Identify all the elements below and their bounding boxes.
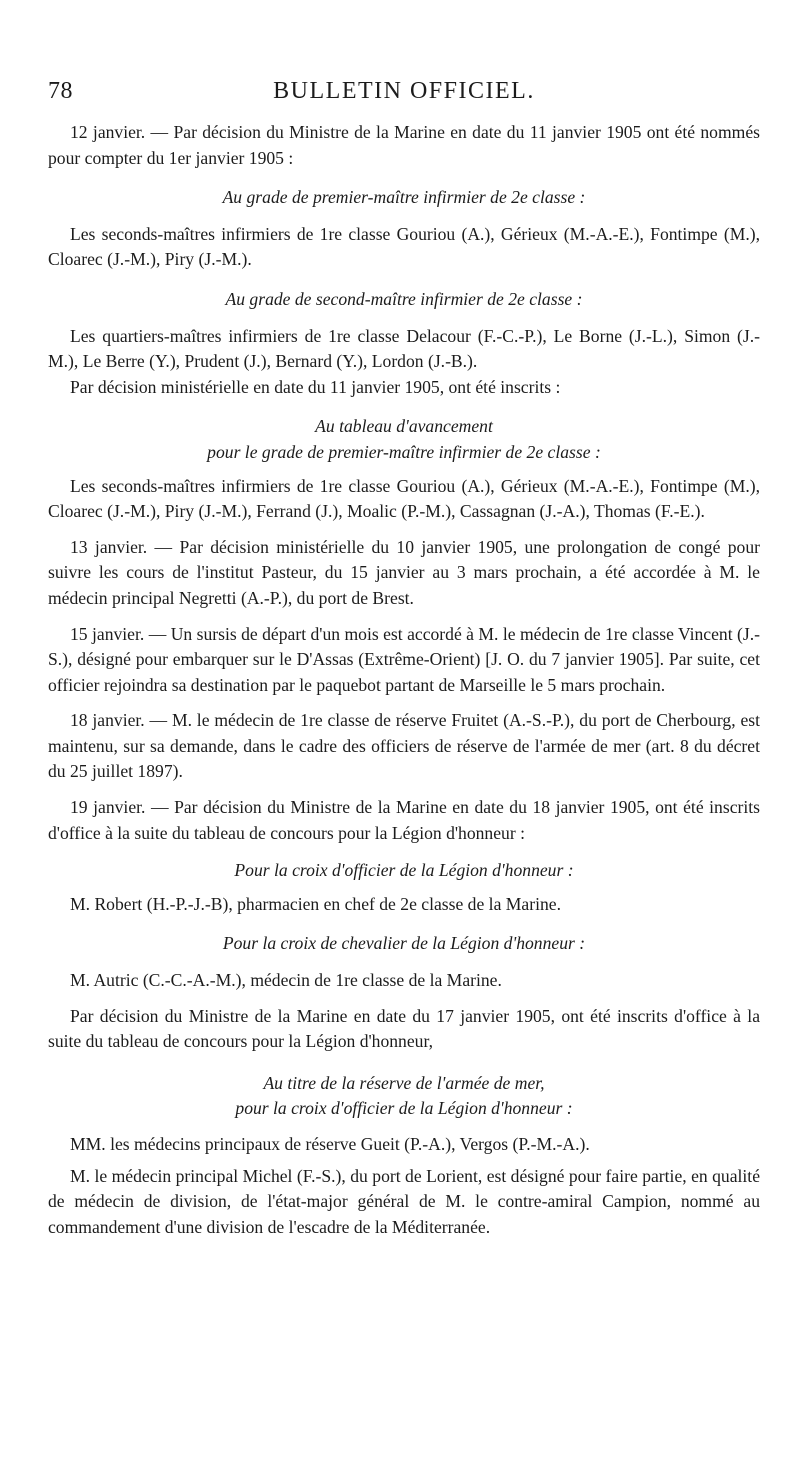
paragraph-decision-17-janvier: Par décision du Ministre de la Marine en date du 17 janvier 1905, ont été inscrits d'office à la suite du tableau de concours pour la Légion d'honneur,: [48, 1005, 760, 1052]
paragraph-12-janvier: 12 janvier. — Par décision du Ministre de la Marine en date du 11 janvier 1905 ont été nommés pour compter du 1er janvier 1905 :: [48, 122, 760, 168]
heading-reserve-armee: Au titre de la réserve de l'armée de mer,: [263, 1072, 545, 1093]
heading-premier-maitre: Au grade de premier-maître infirmier de 2e classe :: [222, 187, 586, 208]
paragraph-19-janvier: 19 janvier. — Par décision du Ministre de la Marine en date du 18 janvier 1905, ont été inscrits d'office à la suite du tableau de concours pour la Légion d'honneur :: [48, 797, 760, 843]
heading-croix-officier: Pour la croix d'officier de la Légion d'honneur :: [234, 860, 574, 881]
document-page: [48, 78, 760, 1240]
heading-croix-officier-reserve: pour la croix d'officier de la Légion d'honneur :: [235, 1098, 573, 1119]
running-title: BULLETIN OFFICIEL.: [273, 78, 535, 104]
page-number: 78: [48, 78, 73, 104]
paragraph-seconds-maitres-promoted: Les seconds-maîtres infirmiers de 1re classe Gouriou (A.), Gérieux (M.-A.-E.), Fontimpe (M.), Cloarec (J.-M.), Piry (J.-M.).: [48, 223, 760, 270]
paragraph-medecins-principaux: MM. les médecins principaux de réserve Gueit (P.-A.), Vergos (P.-M.-A.).: [70, 1134, 590, 1154]
paragraph-michel: M. le médecin principal Michel (F.-S.), du port de Lorient, est désigné pour faire partie, en qualité de médecin de division, de l'état-major général de M. le contre-amiral Campion, nommé au commandement d'une division de l'escadre de la Méditerranée.: [48, 1165, 760, 1237]
paragraph-decision-11-janvier: Par décision ministérielle en date du 11 janvier 1905, ont été inscrits :: [70, 376, 561, 397]
heading-croix-chevalier: Pour la croix de chevalier de la Légion d'honneur :: [222, 933, 586, 954]
paragraph-13-janvier: 13 janvier. — Par décision ministérielle du 10 janvier 1905, une prolongation de congé pour suivre les cours de l'institut Pasteur, du 15 janvier au 3 mars prochain, a été accordée à M. le médecin principal Negretti (A.-P.), du port de Brest.: [48, 536, 760, 608]
paragraph-quartiers-maitres: Les quartiers-maîtres infirmiers de 1re classe Delacour (F.-C.-P.), Le Borne (J.-L.), Simon (J.-M.), Le Berre (Y.), Prudent (J.), Bernard (Y.), Lordon (J.-B.).: [48, 325, 760, 372]
page-header: [48, 78, 760, 118]
heading-second-maitre: Au grade de second-maître infirmier de 2e classe :: [225, 288, 583, 309]
paragraph-tableau-names: Les seconds-maîtres infirmiers de 1re classe Gouriou (A.), Gérieux (M.-A.-E.), Fontimpe (M.), Cloarec (J.-M.), Piry (J.-M.), Ferrand (J.), Moalic (P.-M.), Cassagnan (J.-A.), Thomas (F.-E.).: [48, 475, 760, 522]
heading-tableau-avancement: Au tableau d'avancement: [315, 416, 493, 437]
heading-tableau-grade: pour le grade de premier-maître infirmier de 2e classe :: [207, 441, 601, 462]
paragraph-autric: M. Autric (C.-C.-A.-M.), médecin de 1re classe de la Marine.: [70, 970, 502, 991]
paragraph-15-janvier: 15 janvier. — Un sursis de départ d'un mois est accordé à M. le médecin de 1re classe Vincent (J.-S.), désigné pour embarquer sur le D'Assas (Extrême-Orient) [J. O. du 7 janvier 1905]. Par suite, cet officier rejoindra sa destination par le paquebot partant de Marseille le 5 mars prochain.: [48, 623, 760, 695]
paragraph-robert: M. Robert (H.-P.-J.-B), pharmacien en chef de 2e classe de la Marine.: [70, 893, 561, 914]
paragraph-18-janvier: 18 janvier. — M. le médecin de 1re classe de réserve Fruitet (A.-S.-P.), du port de Cherbourg, est maintenu, sur sa demande, dans le cadre des officiers de réserve de l'armée de mer (art. 8 du décret du 25 juillet 1897).: [48, 710, 760, 782]
